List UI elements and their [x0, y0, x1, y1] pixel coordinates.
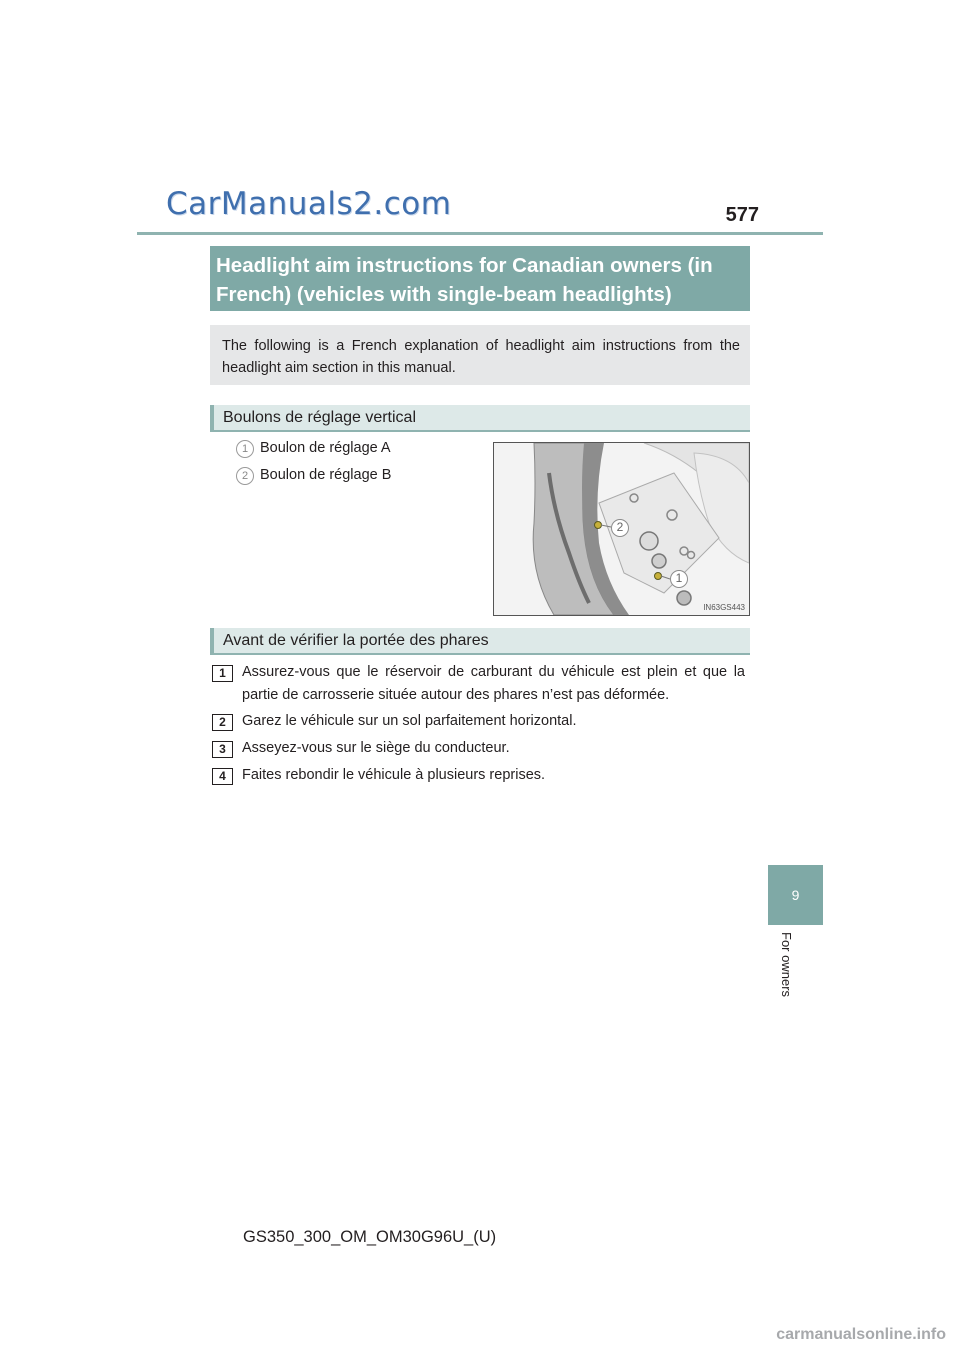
section-heading-text: Avant de vérifier la portée des phares	[223, 632, 489, 649]
headlight-illustration	[493, 442, 750, 616]
section-heading-before-checking	[210, 628, 750, 655]
step-number-2: 2	[212, 714, 233, 731]
illustration-callout-1: 1	[670, 570, 688, 588]
step-text-3: Asseyez-vous sur le siège du conducteur.	[242, 740, 510, 756]
step-text-4: Faites rebondir le véhicule à plusieurs reprises.	[242, 767, 546, 783]
callout-2: 2	[236, 467, 254, 485]
illustration-callout-2: 2	[611, 519, 629, 537]
step-text-2: Garez le véhicule sur un sol parfaitement horizontal.	[242, 713, 577, 729]
watermark-logo: CarManuals2.com	[166, 186, 452, 222]
callout-1: 1	[236, 440, 254, 458]
illustration-code: IN63GS443	[703, 603, 745, 612]
step-text-1: Assurez-vous que le réservoir de carburant du véhicule est plein et que la partie de carrosserie située autour des phares n’est pas déformée.	[242, 664, 745, 703]
watermark-footer: carmanualsonline.info	[776, 1326, 946, 1343]
section-heading-text: Boulons de réglage vertical	[223, 409, 417, 426]
page-number: 577	[725, 204, 759, 226]
step-number-1: 1	[212, 665, 233, 682]
callout-label-2: Boulon de réglage B	[260, 467, 392, 483]
section-heading-vertical-bolts	[210, 405, 750, 432]
step-number-4: 4	[212, 768, 233, 785]
intro-note: The following is a French explanation of headlight aim instructions from the headlight aim section in this manual.	[210, 325, 750, 385]
header-rule	[137, 232, 823, 235]
step-number-3: 3	[212, 741, 233, 758]
chapter-label: For owners	[779, 932, 794, 998]
page-title	[210, 246, 750, 311]
callout-label-1: Boulon de réglage A	[260, 440, 391, 456]
chapter-tab: 9	[768, 865, 823, 925]
footer-document-code: GS350_300_OM_OM30G96U_(U)	[243, 1228, 497, 1246]
page-title-line-1: Headlight aim instructions for Canadian owners (in	[216, 254, 713, 277]
page-title-line-2: French) (vehicles with single-beam headlights)	[216, 283, 672, 306]
